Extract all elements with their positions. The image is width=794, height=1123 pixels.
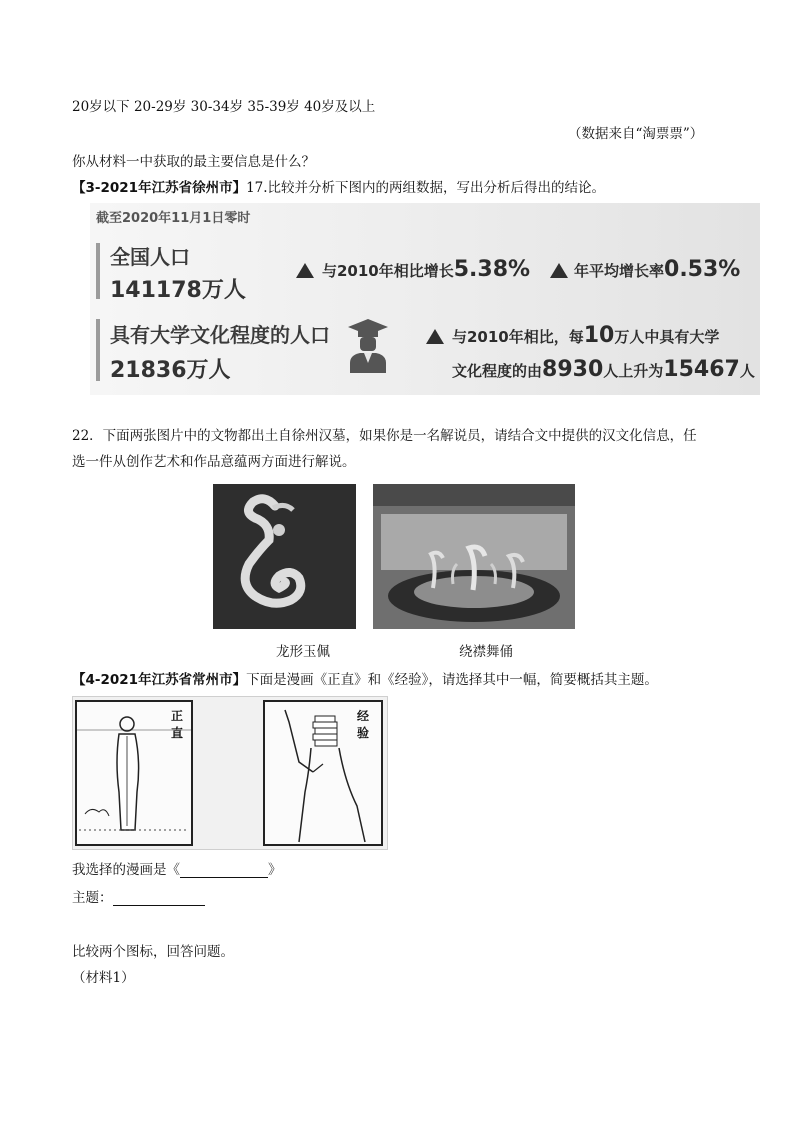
row2-stat-line2-a: 文化程度的由 bbox=[452, 362, 543, 380]
triangle-up-icon bbox=[296, 263, 314, 278]
dancing-figurines-photo bbox=[373, 484, 575, 629]
panel1-title-char1: 正 bbox=[170, 709, 183, 723]
caption-right: 绕襟舞俑 bbox=[459, 644, 513, 660]
q22-line2: 选一件从创作艺术和作品意蕴两方面进行解说。 bbox=[72, 454, 356, 470]
row1-stat1-prefix: 与2010年相比增长 bbox=[322, 262, 454, 280]
panel2-title-char2: 验 bbox=[356, 726, 369, 740]
row1-stat2-value: 0.53% bbox=[664, 257, 741, 282]
row2-stat-line2-b: 人上升为 bbox=[603, 362, 664, 380]
row1-stat1 bbox=[322, 257, 530, 282]
row2-stat-line2-num2: 15467 bbox=[663, 357, 740, 382]
row1-label: 全国人口 bbox=[110, 245, 190, 269]
choice-suffix: 》 bbox=[268, 862, 282, 878]
cartoon-panel-jingyan bbox=[263, 700, 383, 846]
row2-stat-line1-num: 10 bbox=[583, 323, 615, 348]
infographic-header: 截至2020年11月1日零时 bbox=[96, 211, 251, 226]
row1-stat1-value: 5.38% bbox=[453, 257, 531, 282]
choice-line bbox=[72, 858, 282, 878]
cartoon-strip bbox=[72, 696, 388, 850]
row2-label: 具有大学文化程度的人口 bbox=[110, 323, 330, 347]
q22-line1: 22．下面两张图片中的文物都出土自徐州汉墓，如果你是一名解说员，请结合文中提供的汉文化信息，任 bbox=[72, 428, 697, 444]
triangle-up-icon bbox=[426, 329, 444, 344]
graduate-icon bbox=[346, 317, 390, 373]
row2-stat-line1 bbox=[452, 323, 719, 348]
row1-value: 141178万人 bbox=[110, 278, 246, 303]
compare-text: 比较两个图标，回答问题。 bbox=[72, 944, 234, 960]
theme-blank[interactable] bbox=[113, 891, 205, 906]
choice-blank[interactable] bbox=[180, 863, 268, 878]
row1-stat2-prefix: 年平均增长率 bbox=[574, 262, 665, 280]
row2-bar bbox=[96, 319, 100, 381]
material-label: （材料1） bbox=[72, 970, 135, 986]
age-labels: 20岁以下 20-29岁 30-34岁 35-39岁 40岁及以上 bbox=[72, 99, 376, 115]
triangle-up-icon bbox=[550, 263, 568, 278]
row1-bar bbox=[96, 243, 100, 299]
theme-label: 主题： bbox=[72, 890, 113, 906]
q4-text: 下面是漫画《正直》和《经验》，请选择其中一幅，简要概括其主题。 bbox=[246, 672, 658, 688]
census-infographic bbox=[90, 203, 760, 395]
panel2-title-char1: 经 bbox=[356, 709, 369, 723]
theme-line bbox=[72, 886, 205, 906]
q17-tag: 【3-2021年江苏省徐州市】 bbox=[72, 180, 247, 196]
caption-left: 龙形玉佩 bbox=[276, 644, 330, 660]
panel1-title-char2: 直 bbox=[170, 726, 183, 740]
q17-text: 17.比较并分析下图内的两组数据，写出分析后得出的结论。 bbox=[246, 180, 606, 196]
q4-line bbox=[72, 668, 658, 688]
cartoon-panel-zhengzhi bbox=[75, 700, 193, 846]
choice-prefix: 我选择的漫画是《 bbox=[72, 862, 180, 878]
q4-tag: 【4-2021年江苏省常州市】 bbox=[72, 672, 247, 688]
row1-stat2 bbox=[574, 257, 740, 282]
jade-pendant-photo bbox=[213, 484, 356, 629]
question-text: 你从材料一中获取的最主要信息是什么？ bbox=[72, 154, 315, 170]
source-note: （数据来自“淘票票”） bbox=[568, 126, 704, 142]
row2-value: 21836万人 bbox=[110, 358, 231, 383]
q17-line bbox=[72, 176, 605, 196]
row2-stat-line2-c: 人 bbox=[739, 362, 755, 380]
row2-stat-line2 bbox=[452, 357, 755, 382]
row2-stat-line1-b: 万人中具有大学 bbox=[614, 328, 720, 346]
row2-stat-line1-a: 与2010年相比，每 bbox=[452, 328, 584, 346]
row2-stat-line2-num1: 8930 bbox=[542, 357, 604, 382]
